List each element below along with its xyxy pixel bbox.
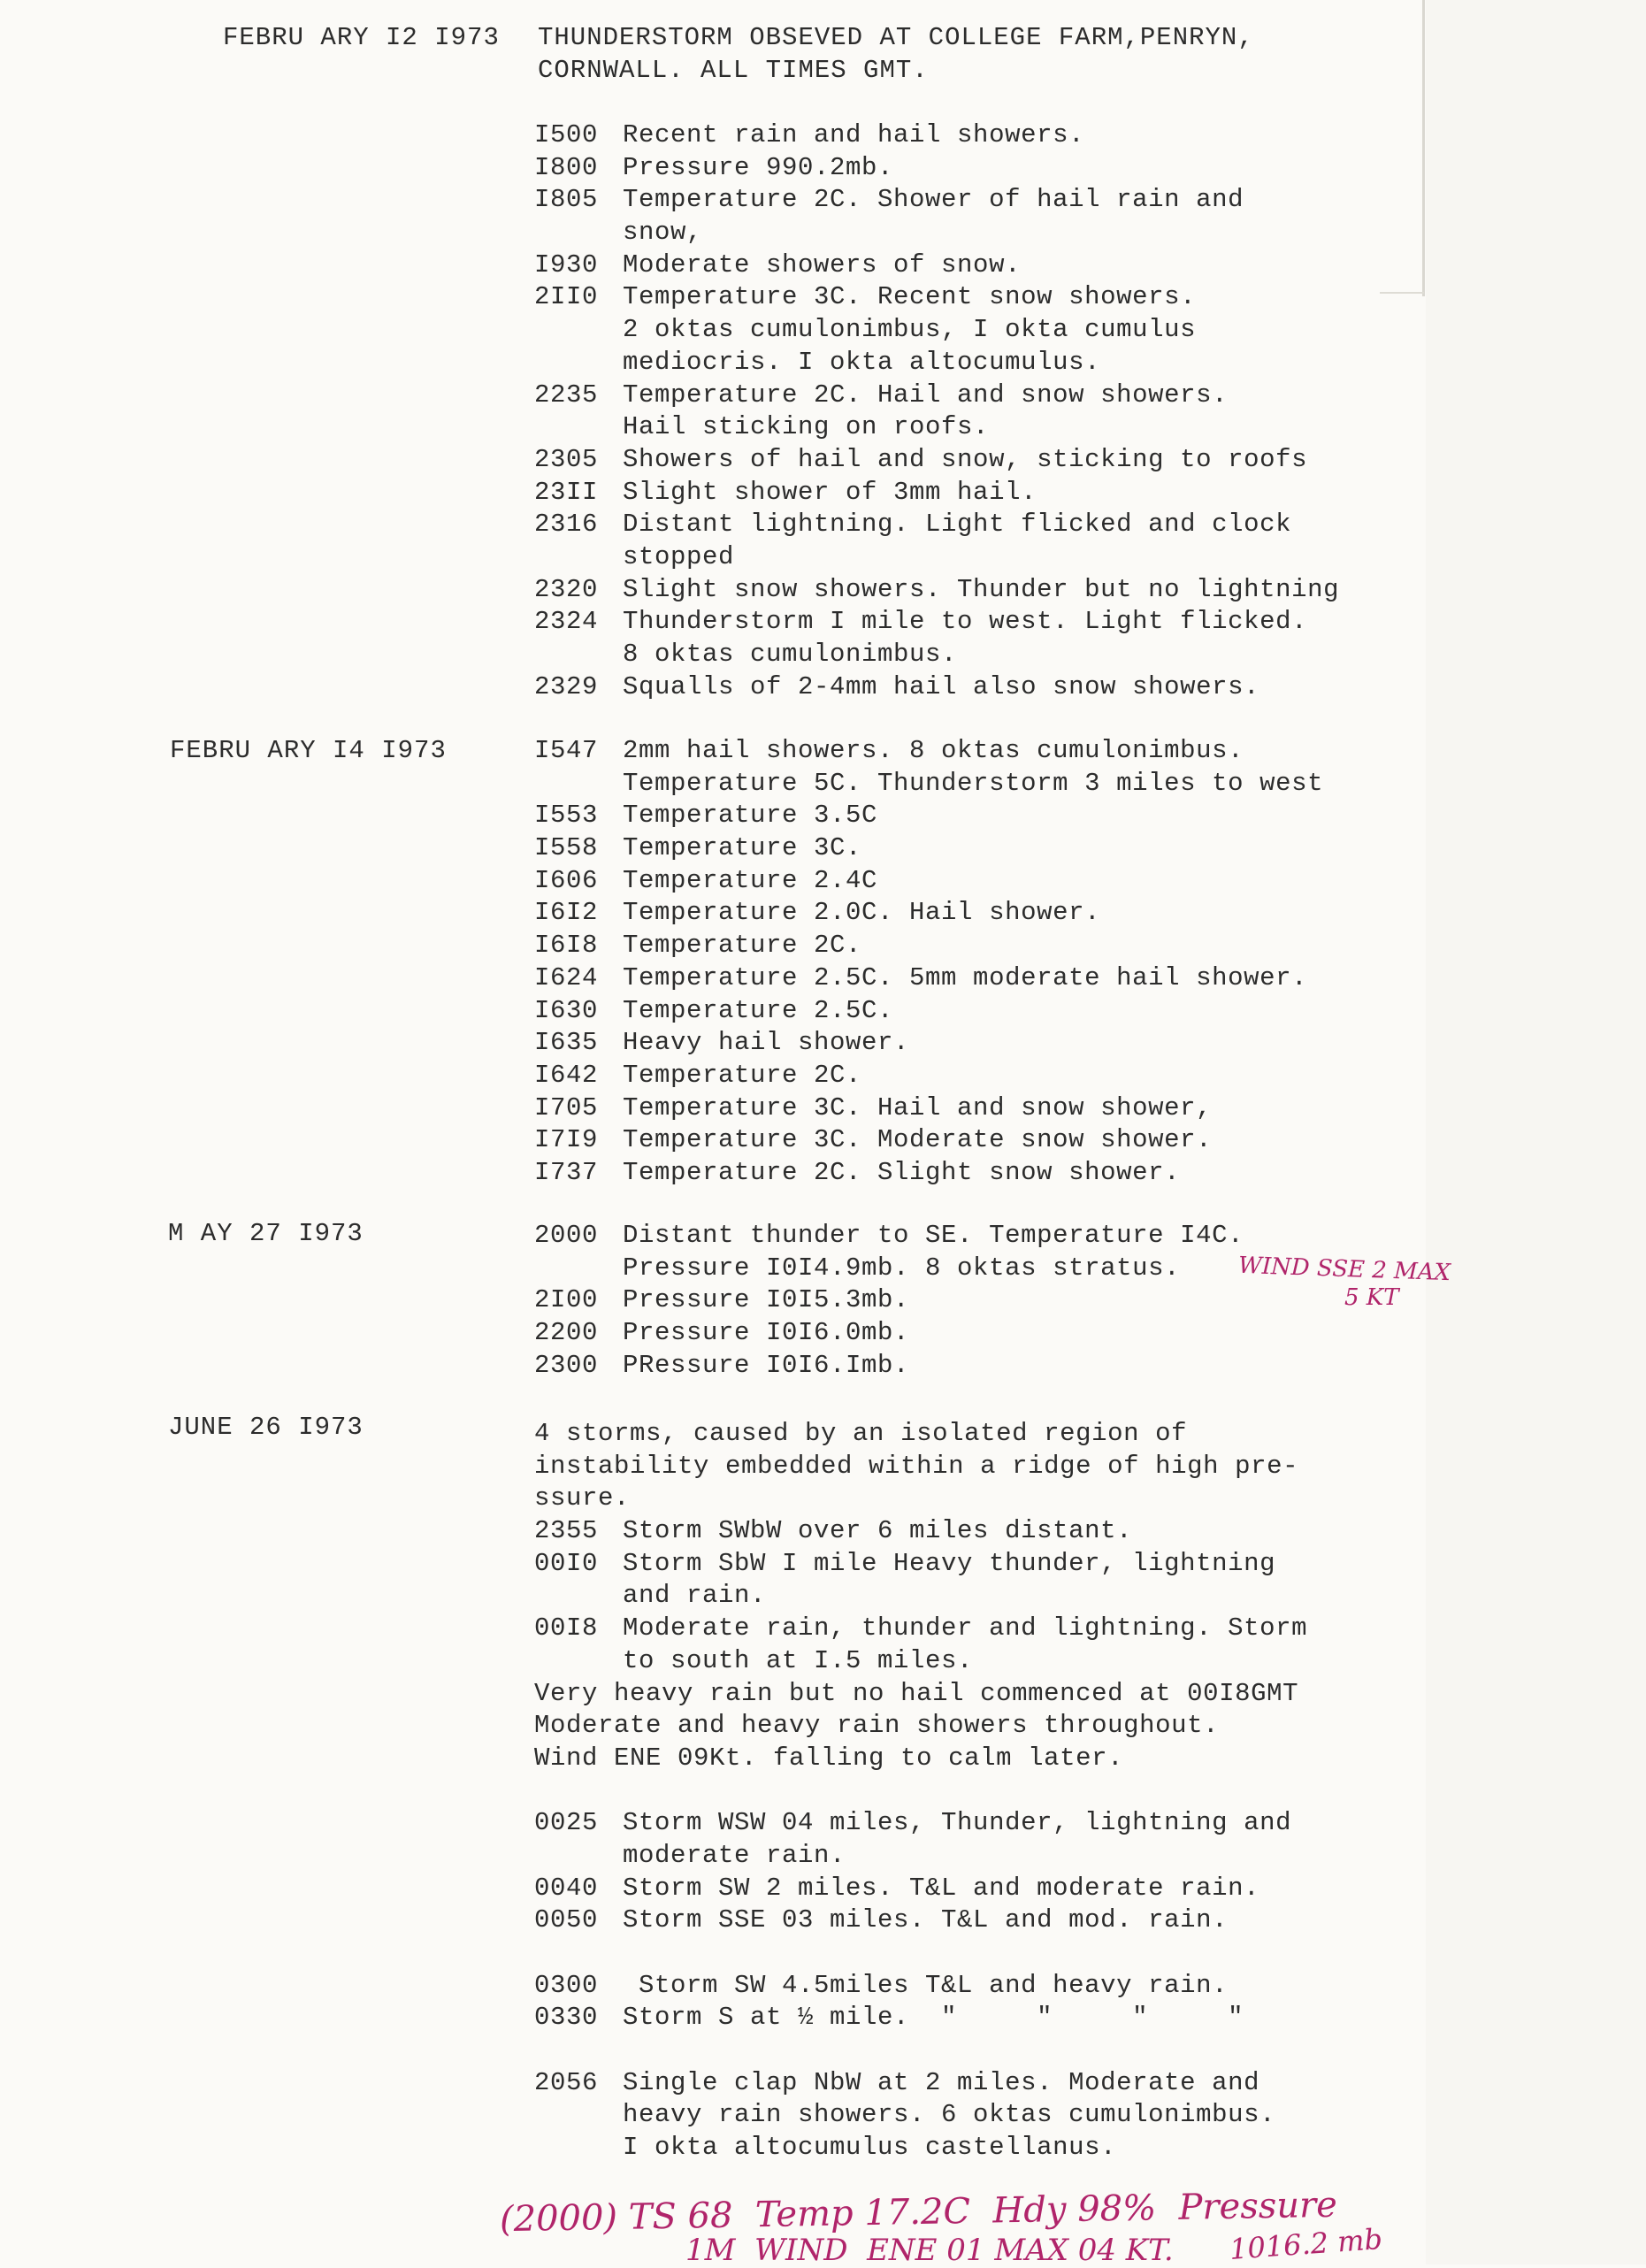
log-entry-text: Temperature 5C. Thunderstorm 3 miles to west	[623, 768, 1324, 798]
log-entry-time: 0025	[534, 1808, 599, 1838]
log-entry-text: Temperature 2C. Hail and snow showers.	[623, 379, 1229, 410]
log-entry	[534, 1581, 1419, 1613]
log-section-feb-14	[534, 736, 1419, 1191]
log-entry	[534, 412, 1419, 445]
log-section-jun-26	[534, 1419, 1419, 2165]
page-fold-line	[1422, 0, 1425, 296]
log-entry-text: Storm SW 4.5miles T&L and heavy rain.	[623, 1970, 1229, 2000]
log-entry	[534, 931, 1419, 963]
log-entry-text: Storm SWbW over 6 miles distant.	[623, 1516, 1133, 1546]
log-entry	[534, 478, 1419, 510]
log-entry	[534, 640, 1419, 672]
log-entry	[534, 769, 1419, 801]
log-entry-text: Temperature 2C.	[623, 931, 862, 961]
log-entry	[534, 1093, 1419, 1126]
log-entry	[534, 250, 1419, 283]
log-entry-text: 8 oktas cumulonimbus.	[623, 640, 958, 669]
log-entry-time: 2I00	[534, 1285, 599, 1315]
log-entry-time: 2200	[534, 1318, 599, 1348]
log-entry-time: 2II0	[534, 282, 599, 312]
log-entry	[534, 1318, 1419, 1351]
log-entry-text: Temperature 2.5C.	[623, 995, 894, 1025]
section-date-may-27: M AY 27 I973	[168, 1219, 364, 1248]
section-date-feb-14: FEBRU ARY I4 I973	[170, 736, 447, 765]
log-entry-text: snow,	[623, 218, 703, 248]
log-entry-time: 2355	[534, 1516, 599, 1546]
handwritten-summary-line-1: (2000) TS 68 Temp 17.2C Hdy 98% Pressure	[499, 2184, 1338, 2241]
section-date-jun-26: JUNE 26 I973	[168, 1413, 364, 1442]
log-entry	[534, 282, 1419, 315]
document-title-line-2: CORNWALL. ALL TIMES GMT.	[538, 56, 929, 85]
log-entry	[534, 1285, 1419, 1318]
log-entry-time: I624	[534, 962, 599, 992]
log-entry-text: Storm SSE 03 miles. T&L and mod. rain.	[623, 1905, 1229, 1935]
log-entry	[534, 348, 1419, 380]
log-entry-text: Slight snow showers. Thunder but no lightning	[623, 574, 1340, 604]
page-edge-shade	[1426, 0, 1646, 2264]
log-entry-time: 0040	[534, 1873, 599, 1903]
log-entry-text: Temperature 2C. Shower of hail rain and	[623, 185, 1244, 215]
log-entry	[534, 1221, 1419, 1253]
document-title-line-1: THUNDERSTORM OBSEVED AT COLLEGE FARM,PENRYN,	[538, 23, 1254, 52]
log-entry-text: Slight shower of 3mm hail.	[623, 477, 1037, 507]
log-section-may-27	[534, 1221, 1419, 1383]
log-entry-time: I930	[534, 249, 599, 280]
log-entry-time: I635	[534, 1028, 599, 1058]
log-entry	[534, 898, 1419, 931]
handwritten-wind-note-2: 5 KT	[1344, 1284, 1399, 1311]
log-entry-text: Moderate showers of snow.	[623, 249, 1022, 280]
log-entry-time: I737	[534, 1157, 599, 1187]
log-entry	[534, 801, 1419, 833]
log-entry-text: 2 oktas cumulonimbus, I okta cumulus	[623, 315, 1197, 345]
log-entry	[534, 315, 1419, 348]
log-entry-text: instability embedded within a ridge of high pre-	[534, 1451, 1299, 1481]
log-entry-text: PRessure I0I6.Imb.	[623, 1350, 910, 1380]
log-entry-text: Temperature 3C. Moderate snow shower.	[623, 1125, 1213, 1155]
log-entry	[534, 1516, 1419, 1549]
log-entry	[534, 1971, 1419, 2004]
log-entry	[534, 736, 1419, 769]
log-entry-text: Heavy hail shower.	[623, 1028, 910, 1058]
log-entry-time: I547	[534, 736, 599, 765]
log-entry	[534, 1743, 1419, 1776]
log-entry-time: 2305	[534, 444, 599, 474]
log-entry	[534, 672, 1419, 705]
log-entry-time: I630	[534, 995, 599, 1025]
log-entry-time: 2300	[534, 1350, 599, 1380]
log-entry-text: Pressure I0I5.3mb.	[623, 1285, 910, 1315]
log-entry-text: Showers of hail and snow, sticking to roofs	[623, 444, 1308, 474]
log-entry-time: 0050	[534, 1905, 599, 1935]
log-entry-text: I okta altocumulus castellanus.	[623, 2133, 1117, 2163]
log-entry-time: 2324	[534, 607, 599, 637]
log-entry	[534, 1905, 1419, 1938]
log-entry-time: I558	[534, 833, 599, 863]
log-entry	[534, 1646, 1419, 1679]
log-entry	[534, 1873, 1419, 1906]
log-entry	[534, 1938, 1419, 1971]
log-entry-time: I6I8	[534, 931, 599, 961]
log-entry	[534, 963, 1419, 996]
log-entry-time: 0330	[534, 2003, 599, 2033]
log-entry-text: Storm S at ½ mile. " " " "	[623, 2003, 1244, 2033]
log-entry	[534, 2100, 1419, 2133]
log-entry-text: Temperature 2C. Slight snow shower.	[623, 1157, 1181, 1187]
log-entry-time: I606	[534, 865, 599, 895]
log-entry	[534, 996, 1419, 1029]
log-section-feb-12	[534, 120, 1419, 704]
log-entry-text: and rain.	[623, 1581, 767, 1611]
log-entry	[534, 1808, 1419, 1841]
log-entry-text: to south at I.5 miles.	[623, 1645, 974, 1675]
log-entry	[534, 833, 1419, 866]
log-entry-text: stopped	[623, 541, 735, 571]
log-entry-time: 2320	[534, 574, 599, 604]
log-entry	[534, 185, 1419, 218]
log-entry-text: Moderate and heavy rain showers throughout.	[534, 1711, 1220, 1741]
log-entry	[534, 1483, 1419, 1516]
log-entry	[534, 2003, 1419, 2035]
log-entry-text: Distant lightning. Light flicked and clock	[623, 510, 1292, 540]
log-entry-text: 4 storms, caused by an isolated region of	[534, 1419, 1188, 1448]
log-entry-text: Temperature 2.0C. Hail shower.	[623, 898, 1101, 928]
log-entry-time: 2235	[534, 379, 599, 410]
log-entry-text: Recent rain and hail showers.	[623, 120, 1085, 149]
log-entry-text: Temperature 2.4C	[623, 865, 878, 895]
log-entry	[534, 607, 1419, 640]
log-entry	[534, 1452, 1419, 1484]
log-entry	[534, 1158, 1419, 1191]
log-entry	[534, 866, 1419, 899]
log-entry	[534, 575, 1419, 608]
log-entry-time: I500	[534, 120, 599, 149]
log-entry-text: Temperature 3C.	[623, 833, 862, 863]
section-date-feb-12: FEBRU ARY I2 I973	[223, 23, 500, 52]
log-entry	[534, 2068, 1419, 2101]
log-entry	[534, 1028, 1419, 1061]
log-entry-time: 2056	[534, 2067, 599, 2097]
log-entry-time: 0300	[534, 1970, 599, 2000]
log-entry-text: Temperature 3C. Recent snow showers.	[623, 282, 1197, 312]
log-entry-text: Storm WSW 04 miles, Thunder, lightning and	[623, 1808, 1292, 1838]
log-entry-text: moderate rain.	[623, 1840, 846, 1870]
log-entry-text: 2mm hail showers. 8 oktas cumulonimbus.	[623, 736, 1244, 765]
log-entry	[534, 1061, 1419, 1093]
handwritten-summary-line-2: 1M WIND ENE 01 MAX 04 KT.	[685, 2233, 1174, 2268]
log-entry-time: I642	[534, 1060, 599, 1090]
log-entry-time: I705	[534, 1092, 599, 1123]
log-entry-text: Squalls of 2-4mm hail also snow showers.	[623, 671, 1260, 701]
log-entry-time: I800	[534, 152, 599, 182]
log-entry-text: Very heavy rain but no hail commenced at 00I8GMT	[534, 1678, 1299, 1708]
log-entry	[534, 1613, 1419, 1646]
log-entry-text: Hail sticking on roofs.	[623, 412, 990, 442]
log-entry-text: Distant thunder to SE. Temperature I4C.	[623, 1221, 1244, 1250]
log-entry-time: I553	[534, 801, 599, 831]
log-entry	[534, 510, 1419, 542]
log-entry	[534, 1125, 1419, 1158]
log-entry-time: 2000	[534, 1221, 599, 1250]
log-entry	[534, 1776, 1419, 1809]
log-entry-text: heavy rain showers. 6 oktas cumulonimbus.	[623, 2100, 1276, 2130]
log-entry-text: Temperature 2.5C. 5mm moderate hail shower.	[623, 962, 1308, 992]
log-entry-time: 2329	[534, 671, 599, 701]
log-entry-text: Pressure I0I6.0mb.	[623, 1318, 910, 1348]
log-entry-time: 2316	[534, 510, 599, 540]
log-entry-text: Single clap NbW at 2 miles. Moderate and	[623, 2067, 1260, 2097]
log-entry-time: 00I8	[534, 1613, 599, 1644]
log-entry	[534, 2133, 1419, 2165]
log-entry	[534, 1549, 1419, 1582]
log-entry-text: Storm SbW I mile Heavy thunder, lightning	[623, 1548, 1276, 1578]
log-entry	[534, 1351, 1419, 1383]
log-entry-text: Storm SW 2 miles. T&L and moderate rain.	[623, 1873, 1260, 1903]
log-entry-text: Wind ENE 09Kt. falling to calm later.	[534, 1743, 1124, 1773]
log-entry-time: I805	[534, 185, 599, 215]
log-entry-text: Temperature 3C. Hail and snow shower,	[623, 1092, 1213, 1123]
log-entry-text: Pressure 990.2mb.	[623, 152, 894, 182]
log-entry	[534, 380, 1419, 413]
log-entry	[534, 542, 1419, 575]
log-entry-time: 23II	[534, 477, 599, 507]
log-entry-text: Pressure I0I4.9mb. 8 oktas stratus.	[623, 1253, 1181, 1283]
log-entry-text: Moderate rain, thunder and lightning. Storm	[623, 1613, 1308, 1644]
log-entry	[534, 218, 1419, 250]
log-entry-time: I7I9	[534, 1125, 599, 1155]
log-entry-time: 00I0	[534, 1548, 599, 1578]
log-entry	[534, 1679, 1419, 1712]
handwritten-pressure: 1016.2 mb	[1228, 2222, 1384, 2266]
log-entry-time: I6I2	[534, 898, 599, 928]
log-entry	[534, 1841, 1419, 1873]
log-entry	[534, 120, 1419, 153]
log-entry	[534, 2035, 1419, 2068]
log-entry-text: Temperature 2C.	[623, 1060, 862, 1090]
log-entry-text: Thunderstorm I mile to west. Light flicked.	[623, 607, 1308, 637]
handwritten-wind-note-1: WIND SSE 2 MAX	[1237, 1252, 1451, 1287]
log-entry	[534, 153, 1419, 186]
log-entry-text: mediocris. I okta altocumulus.	[623, 347, 1101, 377]
log-entry	[534, 1419, 1419, 1452]
log-entry-text: Temperature 3.5C	[623, 801, 878, 831]
log-entry-text: ssure.	[534, 1483, 631, 1513]
log-entry	[534, 445, 1419, 478]
log-entry	[534, 1711, 1419, 1743]
